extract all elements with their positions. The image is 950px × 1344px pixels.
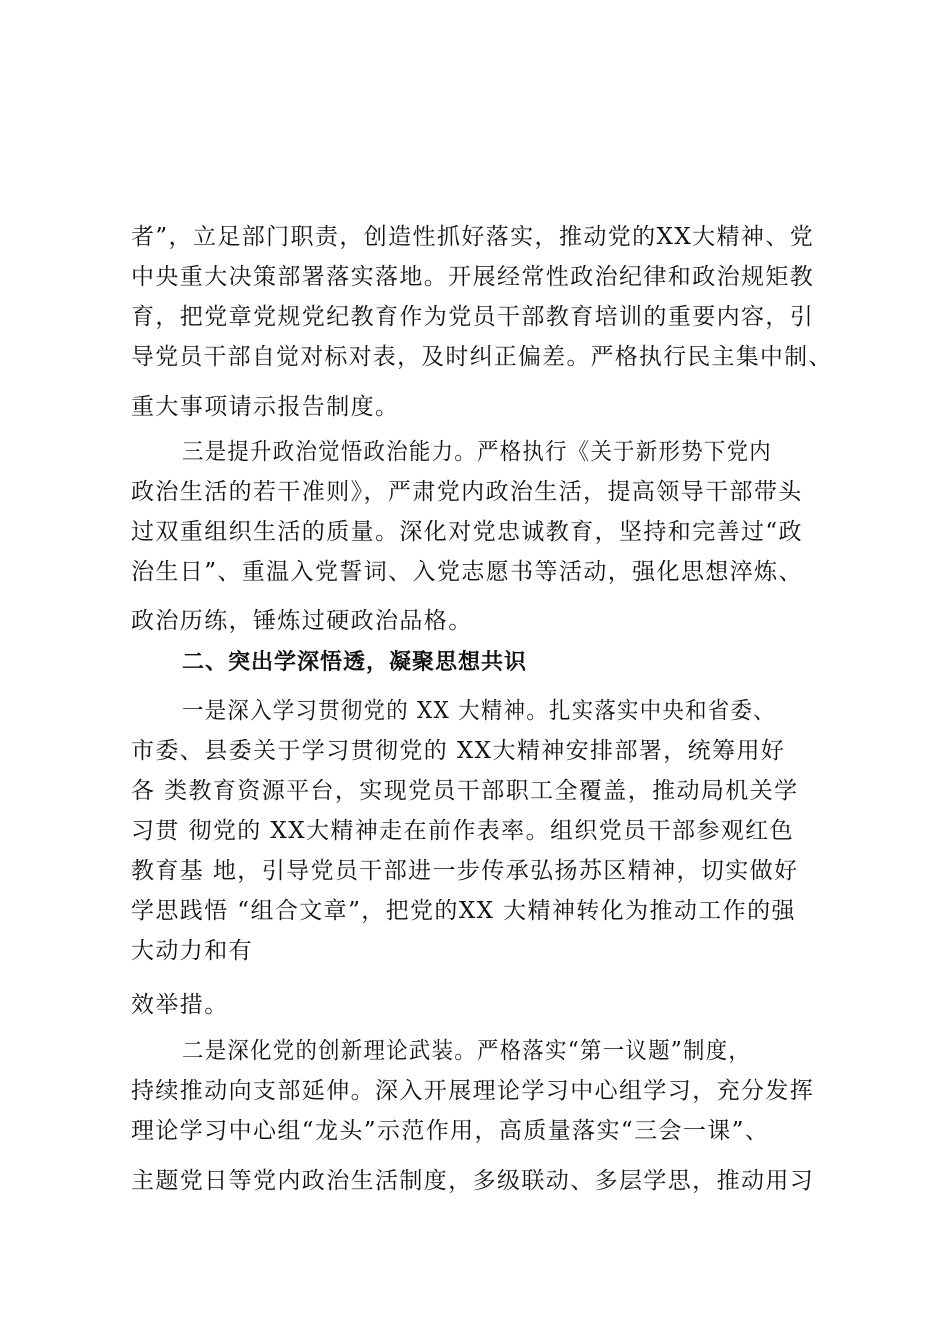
paragraph-start-line: 二是深化党的创新理论武装。严格落实“第一议题”制度，: [182, 1038, 752, 1064]
paragraph-start-line: 三是提升政治觉悟政治能力。严格执行《关于新形势下党内: [182, 439, 772, 465]
body-text-line: 学思践悟 “组合文章”，把党的XX 大精神转化为推动工作的强: [131, 898, 796, 924]
body-text-line: 持续推动向支部延伸。深入开展理论学习中心组学习，充分发挥: [131, 1078, 815, 1104]
body-text-line: 理论学习中心组“龙头”示范作用，高质量落实“三会一课”、: [131, 1118, 770, 1144]
body-text-line: 主题党日等党内政治生活制度，多级联动、多层学思，推动用习: [131, 1168, 815, 1194]
body-text-line: 市委、县委关于学习贯彻党的 XX大精神安排部署，统筹用好: [131, 738, 786, 764]
body-text-line: 各 类教育资源平台，实现党员干部职工全覆盖，推动局机关学: [131, 778, 799, 804]
body-text-line: 政治历练，锤炼过硬政治品格。: [131, 608, 473, 634]
body-text-line: 导党员干部自觉对标对表，及时纠正偏差。严格执行民主集中制、: [131, 344, 833, 370]
body-text-line: 教育基 地，引导党员干部进一步传承弘扬苏区精神，切实做好: [131, 858, 799, 884]
body-text-line: 过双重组织生活的质量。深化对党忠诚教育，坚持和完善过“政: [131, 519, 803, 545]
body-text-line: 效举措。: [131, 992, 229, 1018]
paragraph-start-line: 一是深入学习贯彻党的 XX 大精神。扎实落实中央和省委、: [182, 698, 776, 724]
body-text-line: 大动力和有: [131, 938, 253, 964]
body-text-line: 习贯 彻党的 XX大精神走在前作表率。组织党员干部参观红色: [131, 818, 794, 844]
body-text-line: 育，把党章党规党纪教育作为党员干部教育培训的重要内容，引: [131, 304, 815, 330]
body-text-line: 重大事项请示报告制度。: [131, 394, 400, 420]
body-text-line: 治生日”、重温入党誓词、入党志愿书等活动，强化思想淬炼、: [131, 559, 803, 585]
section-heading: 二、突出学深悟透，凝聚思想共识: [182, 650, 528, 675]
body-text-line: 中央重大决策部署落实落地。开展经常性政治纪律和政治规矩教: [131, 264, 815, 290]
body-text-line: 政治生活的若干准则》，严肃党内政治生活，提高领导干部带头: [131, 479, 803, 505]
body-text-line: 者”，立足部门职责，创造性抓好落实，推动党的XX大精神、党: [131, 224, 815, 250]
